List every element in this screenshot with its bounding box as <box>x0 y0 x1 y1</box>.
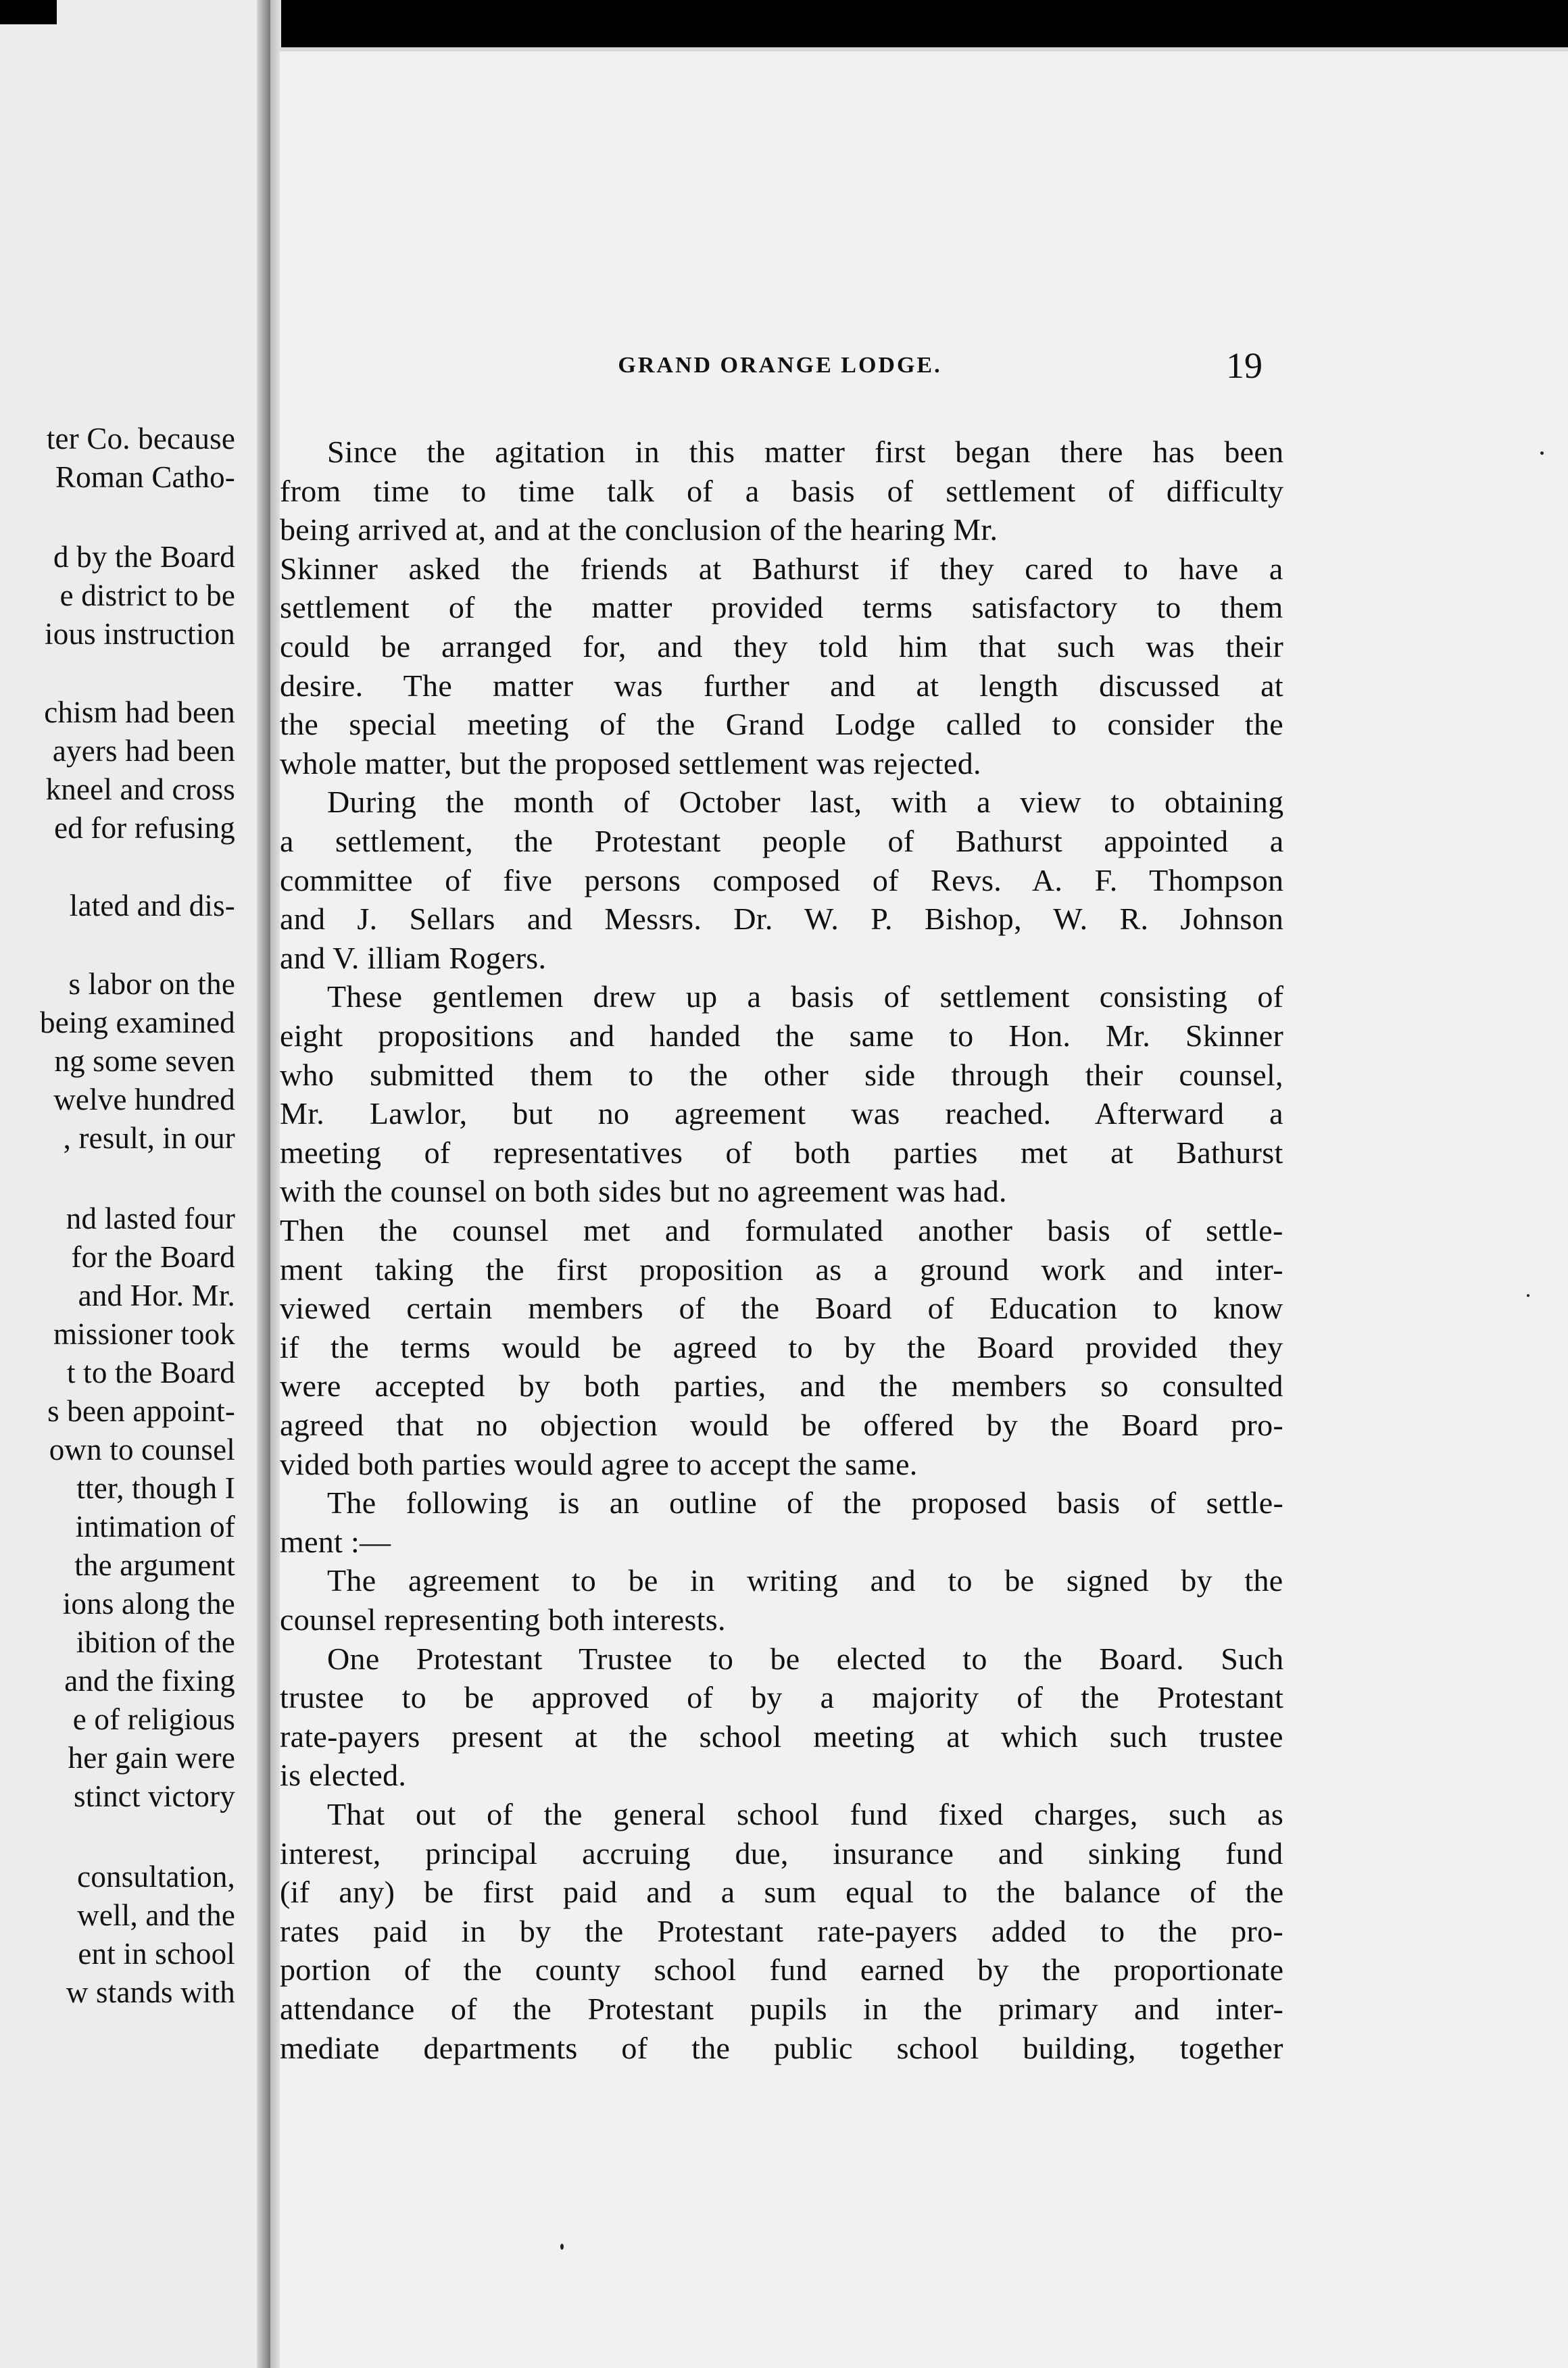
left-page-line: consultation, <box>77 1860 235 1894</box>
left-page-line: w stands with <box>66 1975 235 2009</box>
left-page-line: nd lasted four <box>66 1202 235 1235</box>
left-page-line: lated and dis- <box>69 889 235 922</box>
left-page-line: ayers had been <box>52 734 235 768</box>
body-line: Skinner asked the friends at Bathurst if they cared to have a <box>280 551 1283 586</box>
body-line: a settlement, the Protestant people of Bathurst appointed a <box>280 824 1284 858</box>
body-line: who submitted them to the other side through their counsel, <box>280 1058 1283 1092</box>
body-line: Mr. Lawlor, but no agreement was reached. Afterward a <box>280 1096 1283 1131</box>
body-line: eight propositions and handed the same to Hon. Mr. Skinner <box>280 1018 1284 1053</box>
page-top-edge <box>280 47 1568 51</box>
body-line: Since the agitation in this matter first began there has been <box>327 435 1284 469</box>
page-number: 19 <box>1226 345 1263 386</box>
left-page-line: s been appoint- <box>47 1394 235 1428</box>
left-page-line: Roman Catho- <box>55 460 235 494</box>
left-page-line: ibition of the <box>76 1625 235 1659</box>
body-line: Then the counsel met and formulated another basis of settle- <box>280 1213 1283 1248</box>
body-line: ment taking the first proposition as a ground work and inter- <box>280 1252 1283 1287</box>
body-line: desire. The matter was further and at length discussed at <box>280 668 1283 703</box>
running-head: GRAND ORANGE LODGE. <box>618 353 942 378</box>
body-line: from time to time talk of a basis of settlement of difficulty <box>280 474 1284 508</box>
body-line: rate-payers present at the school meeting at which such trustee <box>280 1719 1283 1754</box>
left-page-line: and the fixing <box>64 1664 235 1698</box>
body-line: and V. illiam Rogers. <box>280 941 547 975</box>
body-line: settlement of the matter provided terms satisfactory to them <box>280 590 1283 624</box>
body-line: (if any) be first paid and a sum equal to the balance of the <box>280 1875 1284 1909</box>
left-page-line: well, and the <box>77 1898 235 1932</box>
body-line: being arrived at, and at the conclusion of the hearing Mr. <box>280 512 998 547</box>
ink-speck <box>1540 451 1544 455</box>
body-line: were accepted by both parties, and the members so consulted <box>280 1368 1283 1403</box>
left-page-line: ious instruction <box>45 617 235 651</box>
body-line: rates paid in by the Protestant rate-payers added to the pro- <box>280 1914 1284 1948</box>
body-line: could be arranged for, and they told him that such was their <box>280 629 1284 664</box>
left-page-line: e of religious <box>72 1702 235 1736</box>
left-page-line: being examined <box>40 1006 235 1039</box>
left-page-fragment <box>0 0 270 2368</box>
body-line: with the counsel on both sides but no agreement was had. <box>280 1174 1007 1208</box>
left-page-line: kneel and cross <box>45 772 235 806</box>
ink-speck <box>560 2244 564 2250</box>
body-line: is elected. <box>280 1758 407 1792</box>
body-line: counsel representing both interests. <box>280 1602 726 1637</box>
body-line: That out of the general school fund fixed charges, such as <box>327 1797 1284 1831</box>
left-page-line: ent in school <box>78 1937 235 1971</box>
body-line: the special meeting of the Grand Lodge called to consider the <box>280 707 1283 741</box>
left-page-line: d by the Board <box>53 540 235 574</box>
left-page-line: ter Co. because <box>46 422 235 455</box>
left-page-line: the argument <box>74 1548 235 1582</box>
body-line: attendance of the Protestant pupils in the primary and inter- <box>280 1992 1284 2026</box>
left-page-line: , result, in our <box>63 1121 235 1155</box>
body-line: and J. Sellars and Messrs. Dr. W. P. Bishop, W. R. Johnson <box>280 902 1284 936</box>
left-page-line: chism had been <box>44 695 235 729</box>
right-page <box>280 47 1568 2368</box>
left-page-line: ng some seven <box>54 1044 235 1078</box>
left-page-line: e district to be <box>59 578 235 612</box>
left-page-line: her gain were <box>68 1741 235 1775</box>
left-page-line: intimation of <box>75 1510 235 1544</box>
ink-speck <box>1527 1294 1529 1297</box>
body-line: mediate departments of the public school building, together <box>280 2031 1283 2065</box>
body-line: viewed certain members of the Board of Education to know <box>280 1291 1283 1325</box>
body-line: vided both parties would agree to accept the same. <box>280 1447 918 1481</box>
body-line: meeting of representatives of both parties met at Bathurst <box>280 1135 1283 1170</box>
left-page-line: own to counsel <box>49 1433 235 1466</box>
body-line: The following is an outline of the proposed basis of settle- <box>327 1485 1284 1520</box>
scan-edge <box>0 0 57 24</box>
left-page-line: stinct victory <box>73 1779 235 1813</box>
body-line: ment :— <box>280 1525 391 1559</box>
body-line: agreed that no objection would be offered by the Board pro- <box>280 1408 1284 1442</box>
body-line: These gentlemen drew up a basis of settlement consisting of <box>327 979 1284 1014</box>
body-line: One Protestant Trustee to be elected to the Board. Such <box>327 1642 1284 1676</box>
body-line: portion of the county school fund earned by the proportionate <box>280 1952 1284 1987</box>
left-page-line: t to the Board <box>66 1356 235 1389</box>
left-page-line: tter, though I <box>76 1471 235 1505</box>
left-page-line: and Hor. Mr. <box>78 1279 235 1312</box>
left-page-line: welve hundred <box>53 1083 235 1116</box>
left-page-line: for the Board <box>71 1240 235 1274</box>
body-line: if the terms would be agreed to by the Board provided they <box>280 1330 1283 1364</box>
left-page-line: missioner took <box>53 1317 235 1351</box>
left-page-line: s labor on the <box>68 967 235 1001</box>
body-line: trustee to be approved of by a majority of the Protestant <box>280 1680 1284 1715</box>
body-line: committee of five persons composed of Revs. A. F. Thompson <box>280 863 1284 897</box>
left-page-line: ed for refusing <box>54 811 235 845</box>
left-page-line: ions along the <box>62 1587 235 1621</box>
body-line: During the month of October last, with a view to obtaining <box>327 785 1284 819</box>
body-line: The agreement to be in writing and to be signed by the <box>327 1563 1283 1598</box>
body-line: interest, principal accruing due, insurance and sinking fund <box>280 1836 1283 1871</box>
body-line: whole matter, but the proposed settlement was rejected. <box>280 746 981 781</box>
